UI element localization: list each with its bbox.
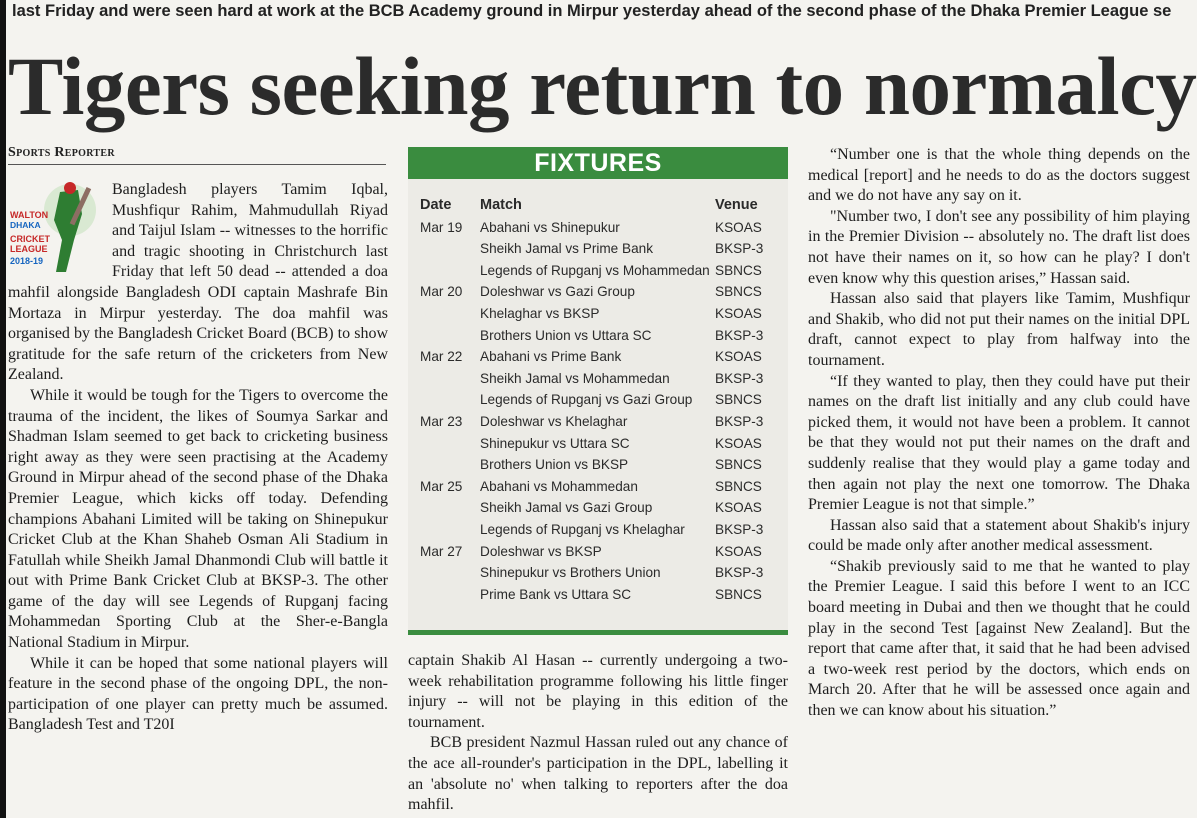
fixture-row xyxy=(420,389,780,411)
paragraph: While it can be hoped that some national players will feature in the second phase of the ongoing DPL, the non-participation of one player can pretty much be assumed. Bangladesh Test and T20I xyxy=(8,654,388,734)
fixture-venue: BKSP-3 xyxy=(715,241,764,257)
fixture-row xyxy=(420,497,780,519)
fixture-match: Sheikh Jamal vs Prime Bank xyxy=(480,241,654,257)
fixture-date: Mar 19 xyxy=(420,219,463,235)
fixture-date: Mar 20 xyxy=(420,284,463,300)
fixture-match: Abahani vs Mohammedan xyxy=(480,478,638,494)
fixture-date xyxy=(420,238,480,260)
fixture-row xyxy=(420,238,780,260)
article-column-1 xyxy=(8,180,388,736)
fixture-match: Abahani vs Shinepukur xyxy=(480,219,620,235)
fixture-venue: SBNCS xyxy=(715,478,762,494)
fixture-match: Legends of Rupganj vs Khelaghar xyxy=(480,521,685,537)
fixture-venue: KSOAS xyxy=(715,219,762,235)
fixture-venue: KSOAS xyxy=(715,500,762,516)
svg-text:WALTON: WALTON xyxy=(10,210,49,220)
fixture-venue: SBNCS xyxy=(715,392,762,408)
paragraph: captain Shakib Al Hasan -- currently undergoing a two-week rehabilitation programme following his little finger injury -- will not be playing in this edition of the tournament. xyxy=(408,652,788,731)
fixture-row xyxy=(420,411,780,433)
dhaka-cricket-league-logo xyxy=(8,180,104,280)
fixture-row xyxy=(420,476,780,498)
fixture-row xyxy=(420,346,780,368)
fixture-venue: KSOAS xyxy=(715,349,762,365)
fixture-match: Shinepukur vs Brothers Union xyxy=(480,565,661,581)
page-edge-bar xyxy=(0,0,6,818)
svg-text:DHAKA: DHAKA xyxy=(10,220,41,230)
fixtures-header-row xyxy=(420,195,780,217)
fixture-date xyxy=(420,260,480,282)
fixture-row xyxy=(420,541,780,563)
fixture-match: Sheikh Jamal vs Gazi Group xyxy=(480,500,653,516)
svg-text:LEAGUE: LEAGUE xyxy=(10,244,48,254)
fixture-row xyxy=(420,260,780,282)
fixture-date xyxy=(420,454,480,476)
header-venue: Venue xyxy=(715,197,758,213)
svg-text:CRICKET: CRICKET xyxy=(10,234,50,244)
fixture-venue: SBNCS xyxy=(715,457,762,473)
fixture-match: Khelaghar vs BKSP xyxy=(480,305,600,321)
fixtures-title: FIXTURES xyxy=(408,147,788,179)
paragraph: BCB president Nazmul Hassan ruled out any chance of the ace all-rounder's participation in the DPL, labelling it an 'absolute no' when talking to reporters after the doa mahfil. xyxy=(408,734,788,814)
fixture-date xyxy=(420,584,480,606)
byline: Sports Reporter xyxy=(8,145,386,165)
article-column-2 xyxy=(408,651,788,816)
fixture-match: Legends of Rupganj vs Mohammedan xyxy=(480,262,710,278)
fixture-venue: BKSP-3 xyxy=(715,565,764,581)
fixture-venue: SBNCS xyxy=(715,284,762,300)
previous-article-strip: last Friday and were seen hard at work at the BCB Academy ground in Mirpur yesterday ahead of the second phase of the Dhaka Premier League se xyxy=(0,0,1197,28)
fixture-row xyxy=(420,562,780,584)
fixtures-box xyxy=(408,147,788,635)
fixture-match: Sheikh Jamal vs Mohammedan xyxy=(480,370,670,386)
fixture-date xyxy=(420,325,480,347)
fixture-venue: SBNCS xyxy=(715,262,762,278)
fixtures-table xyxy=(420,195,780,605)
header-match: Match xyxy=(480,197,522,213)
fixture-row xyxy=(420,325,780,347)
fixture-date xyxy=(420,368,480,390)
paragraph: “Shakib previously said to me that he wanted to play the Premier League. I said this before I went to an ICC board meeting in Dubai and then we thought that he could play in the second Test [against New Zealand]. But the report that came after that, it said that he had been advised a two-week rest period by the doctors, which ends on March 20. After that he will be assessed once again and then we can know about his situation.” xyxy=(808,557,1190,720)
svg-text:2018-19: 2018-19 xyxy=(10,256,44,266)
fixture-venue: KSOAS xyxy=(715,435,762,451)
fixture-date xyxy=(420,519,480,541)
fixture-venue: BKSP-3 xyxy=(715,370,764,386)
fixture-row xyxy=(420,433,780,455)
fixture-venue: BKSP-3 xyxy=(715,521,764,537)
fixture-match: Legends of Rupganj vs Gazi Group xyxy=(480,392,693,408)
header-date: Date xyxy=(420,197,452,213)
paragraph: “If they wanted to play, then they could have put their names on the draft list initially and any club could have picked them, it would not have been a problem. It cannot be that they would not put their names on the draft and suddenly realise that they would play a game today and then again not play the next one tomorrow. The Dhaka Premier League is not that simple.” xyxy=(808,372,1190,514)
paragraph: Bangladesh players Tamim Iqbal, Mushfiqur Rahim, Mahmudullah Riyad and Taijul Islam -- witnesses to the horrific and tragic shooting in Christchurch last Friday that left 50 dead -- attended a doa mahfil alongside Bangladesh ODI captain Mashrafe Bin Mortaza in Mirpur yesterday. The doa mahfil was organised by the Bangladesh Cricket Board (BCB) to show gratitude for the safe return of the cricketers from New Zealand. xyxy=(8,181,388,384)
fixture-match: Doleshwar vs Khelaghar xyxy=(480,413,628,429)
headline: Tigers seeking return to normalcy xyxy=(8,40,1197,132)
fixture-row xyxy=(420,281,780,303)
fixture-row xyxy=(420,303,780,325)
fixture-match: Doleshwar vs BKSP xyxy=(480,543,602,559)
fixture-venue: BKSP-3 xyxy=(715,327,764,343)
fixture-match: Brothers Union vs BKSP xyxy=(480,457,629,473)
fixture-venue: SBNCS xyxy=(715,586,762,602)
fixture-date xyxy=(420,389,480,411)
paragraph: "Number two, I don't see any possibility of him playing in the Premier Division -- absolutely no. The draft list does not have their names on it, so how can he play? I don't even know why this question arises,” Hassan said. xyxy=(808,207,1190,287)
paragraph: Hassan also said that a statement about Shakib's injury could be made only after another medical assessment. xyxy=(808,516,1190,555)
fixture-match: Brothers Union vs Uttara SC xyxy=(480,327,652,343)
fixture-date: Mar 22 xyxy=(420,349,463,365)
fixture-match: Shinepukur vs Uttara SC xyxy=(480,435,630,451)
paragraph: While it would be tough for the Tigers to overcome the trauma of the incident, the likes of Soumya Sarkar and Shadman Islam seemed to get back to cricketing business right away as they were seen practising at the Academy Ground in Mirpur ahead of the second phase of the Dhaka Premier League, which kicks off today. Defending champions Abahani Limited will be taking on Shinepukur Cricket Club at the Khan Shaheb Osman Ali Stadium in Fatullah while Sheikh Jamal Dhanmondi Club will battle it out with Prime Bank Cricket Club at BKSP-3. The other game of the day will see Legends of Rupganj facing Mohammedan Sporting Club at the Sher-e-Bangla National Stadium in Mirpur. xyxy=(8,386,388,652)
fixture-date xyxy=(420,497,480,519)
fixture-row xyxy=(420,454,780,476)
paragraph: Hassan also said that players like Tamim, Mushfiqur and Shakib, who did not put their names on the initial DPL draft, cannot expect to play from halfway into the tournament. xyxy=(808,290,1190,369)
fixture-date: Mar 27 xyxy=(420,543,463,559)
fixture-row xyxy=(420,584,780,606)
fixture-venue: KSOAS xyxy=(715,543,762,559)
fixture-date: Mar 23 xyxy=(420,413,463,429)
fixture-match: Doleshwar vs Gazi Group xyxy=(480,284,635,300)
fixture-date xyxy=(420,303,480,325)
fixture-venue: BKSP-3 xyxy=(715,413,764,429)
fixture-match: Prime Bank vs Uttara SC xyxy=(480,586,632,602)
fixture-venue: KSOAS xyxy=(715,305,762,321)
fixtures-bottom-rule xyxy=(408,630,788,635)
fixture-date: Mar 25 xyxy=(420,478,463,494)
fixture-match: Abahani vs Prime Bank xyxy=(480,349,622,365)
paragraph: “Number one is that the whole thing depends on the medical [report] and he needs to do as the doctors suggest and we do not have any say on it. xyxy=(808,146,1190,205)
fixture-date xyxy=(420,562,480,584)
article-column-3 xyxy=(808,145,1190,722)
fixture-row xyxy=(420,368,780,390)
fixture-row xyxy=(420,217,780,239)
fixture-date xyxy=(420,433,480,455)
fixture-row xyxy=(420,519,780,541)
